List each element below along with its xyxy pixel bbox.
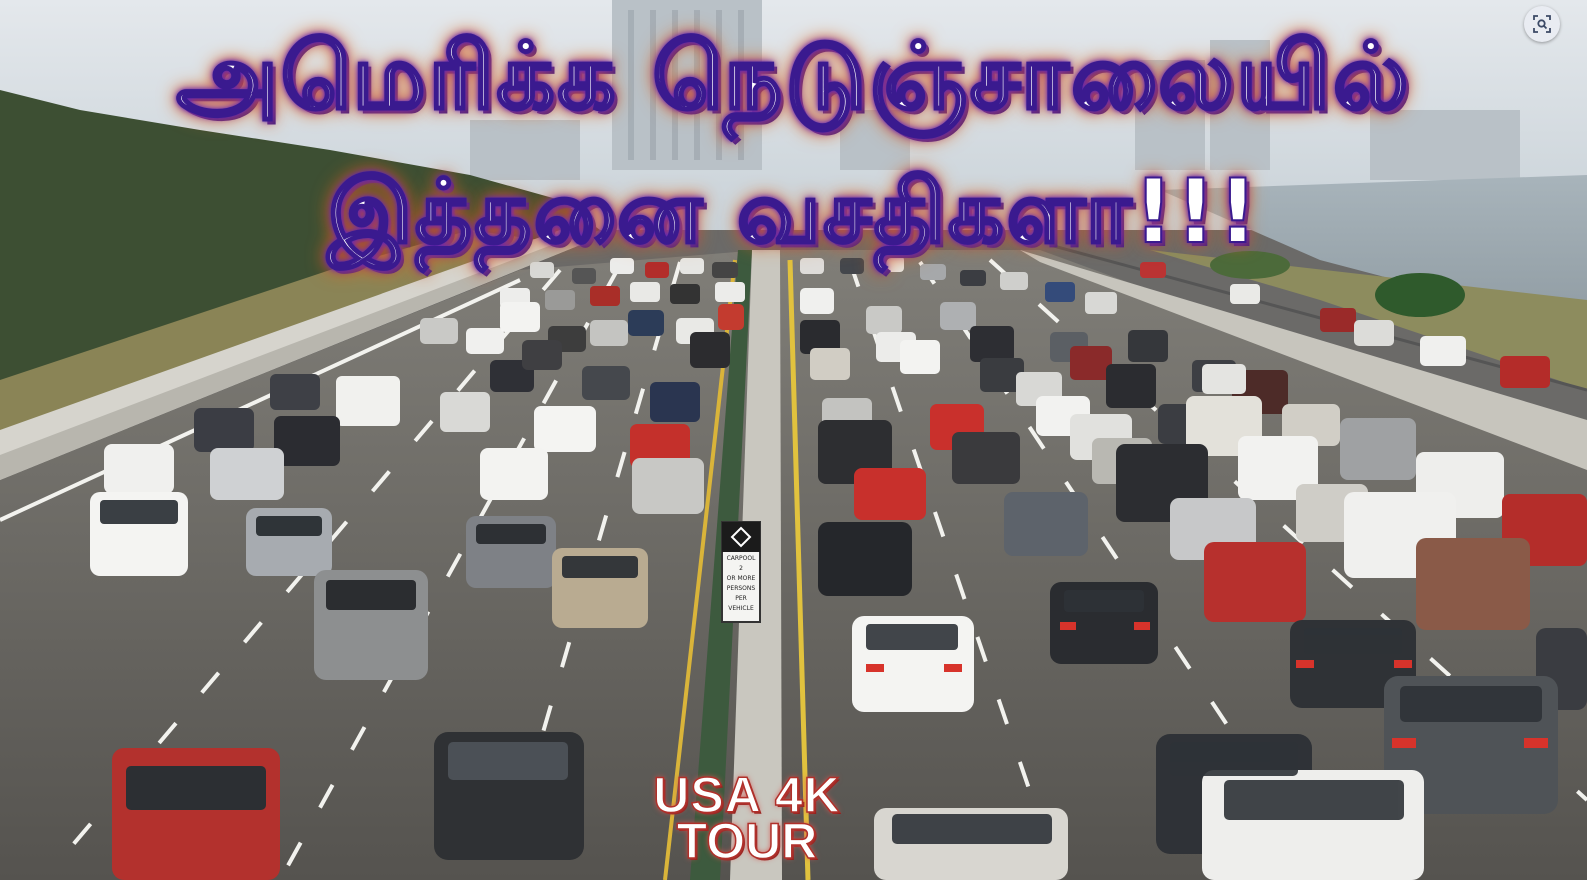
sign-line: PER — [735, 595, 747, 602]
sign-line: PERSONS — [726, 585, 756, 592]
sign-line: VEHICLE — [728, 605, 754, 612]
brand-logo — [632, 767, 862, 869]
headline-line-1: அமெரிக்க நெடுஞ்சாலையில் — [176, 23, 1411, 130]
sign-line: OR MORE — [726, 575, 756, 582]
sign-line: CARPOOL — [726, 555, 756, 562]
visual-search-button[interactable] — [1524, 6, 1560, 42]
visual-search-icon — [1532, 14, 1552, 34]
brand-line-2: TOUR — [676, 813, 818, 869]
brand-line-1: USA 4K — [653, 767, 841, 823]
carpool-sign-text — [722, 554, 760, 614]
sign-line: 2 — [739, 565, 743, 572]
headline-line-2: இத்தனை வசதிகளா!!! — [327, 160, 1260, 263]
